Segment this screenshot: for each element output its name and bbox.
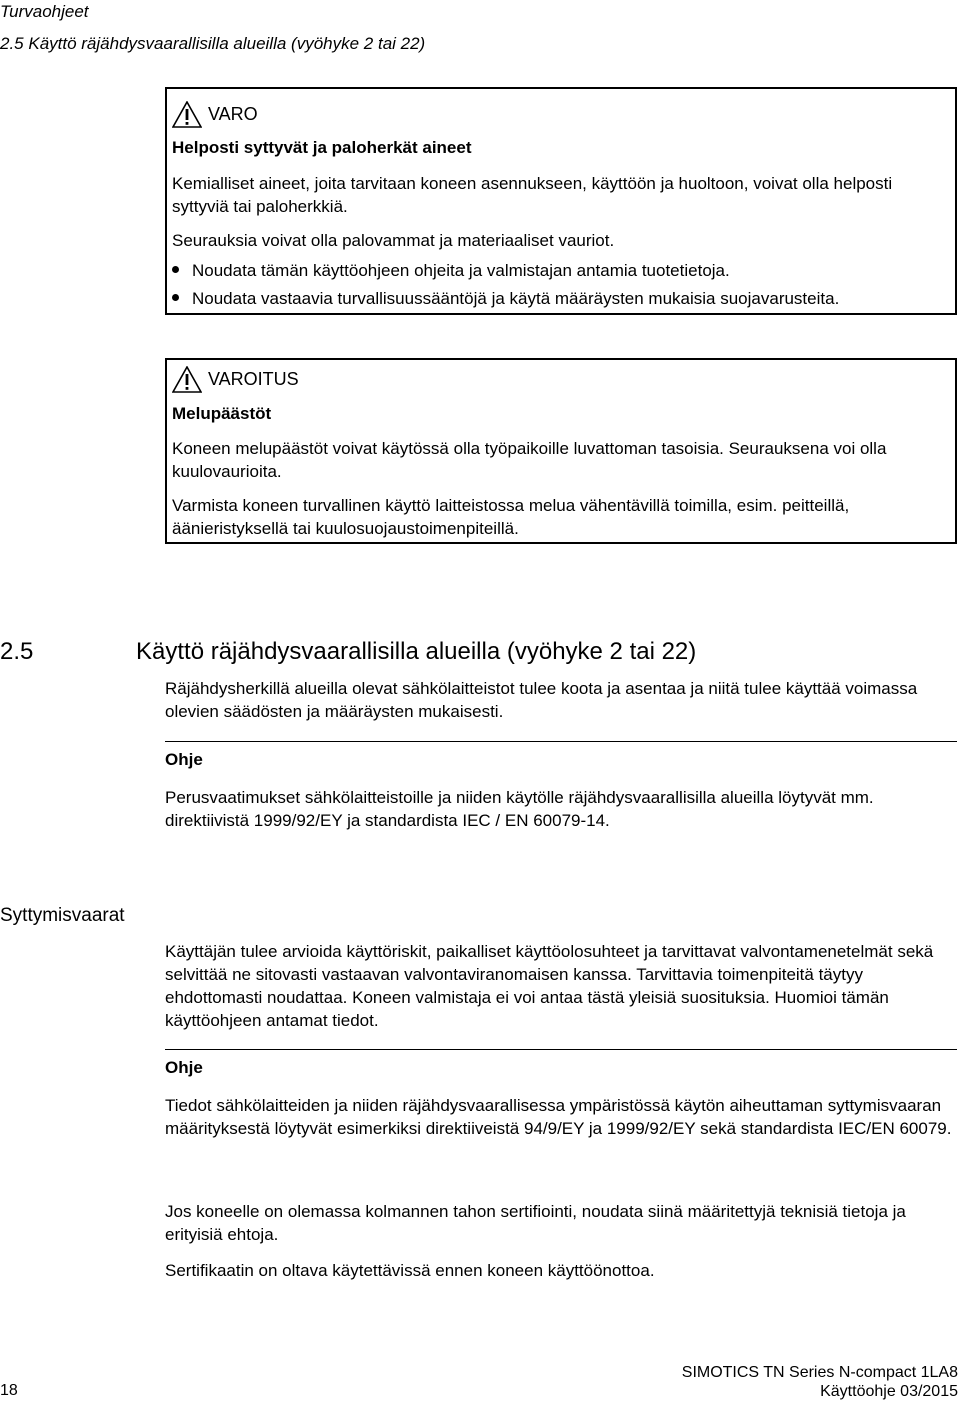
section-title: Käyttö räjähdysvaarallisilla alueilla (vyöhyke 2 tai 22) — [136, 638, 697, 665]
caution-title: Helposti syttyvät ja paloherkät aineet — [172, 138, 472, 157]
section-intro: Räjähdysherkillä alueilla olevat sähkölaitteistot tulee koota ja asentaa ja niitä tulee käyttää voimassa olevien säädösten ja määräysten mukaisesti. — [165, 679, 918, 721]
caution-label: VARO — [208, 104, 258, 124]
running-header-section: 2.5 Käyttö räjähdysvaarallisilla alueilla (vyöhyke 2 tai 22) — [0, 34, 426, 53]
page-number: 18 — [0, 1382, 18, 1399]
warning-text-1: Koneen melupäästöt voivat käytössä olla työpaikoille luvattoman tasoisia. Seurauksena voi olla kuulovaurioita. — [172, 439, 887, 481]
footer-product: SIMOTICS TN Series N-compact 1LA8 — [681, 1364, 958, 1381]
warning-triangle-icon — [172, 101, 202, 128]
caution-text-1: Kemialliset aineet, joita tarvitaan koneen asennukseen, käyttöön ja huoltoon, voivat olla helposti syttyviä tai paloherkkiä. — [172, 174, 893, 216]
warning-title: Melupäästöt — [172, 404, 272, 423]
caution-bullet-2: Noudata vastaavia turvallisuussääntöjä ja käytä määräysten mukaisia suojavarusteita. — [172, 287, 839, 310]
note-2-heading: Ohje — [165, 1049, 957, 1078]
bullet-icon — [172, 266, 179, 273]
ignition-text-3: Jos koneelle on olemassa kolmannen tahon sertifiointi, noudata siinä määritettyjä teknisiä tietoja ja erityisiä ehtoja. — [165, 1202, 906, 1244]
warning-box — [165, 358, 957, 544]
ignition-text: Käyttäjän tulee arvioida käyttöriskit, paikalliset käyttöolosuhteet ja tarvittavat valvontamenetelmät sekä selvittää ne sitovasti vastaavan valvontaviranomaisen kanssa. Tarvittavia toimenpiteitä täytyy ehdottomasti noudattaa. Koneen valmistaja ei voi antaa tästä yleisiä suosituksia. Huomioi tämän käyttöohjeen antamat tiedot. — [165, 942, 934, 1030]
caution-box — [165, 87, 957, 315]
bullet-icon — [172, 294, 179, 301]
warning-triangle-icon — [172, 366, 202, 393]
running-header-chapter: Turvaohjeet — [0, 2, 89, 21]
warning-text-2: Varmista koneen turvallinen käyttö laitteistossa melua vähentävillä toimilla, esim. peitteillä, äänieristyksellä tai kuulosuojaustoimenpiteillä. — [172, 496, 850, 538]
warning-heading — [172, 366, 299, 393]
side-heading-ignition: Syttymisvaarat — [0, 905, 125, 926]
caution-text-2: Seurauksia voivat olla palovammat ja materiaaliset vauriot. — [172, 231, 615, 250]
section-number: 2.5 — [0, 638, 34, 665]
ignition-text-4: Sertifikaatin on oltava käytettävissä ennen koneen käyttöönottoa. — [165, 1261, 655, 1280]
note-2-text: Tiedot sähkölaitteiden ja niiden räjähdysvaarallisessa ympäristössä käytön aiheuttaman syttymisvaaran määrityksestä löytyvät esimerkiksi direktiiveistä 94/9/EY ja 1999/92/EY sekä standardista IEC/EN 60079. — [165, 1096, 952, 1138]
note-1-heading: Ohje — [165, 741, 957, 770]
caution-heading — [172, 101, 258, 128]
note-1-text: Perusvaatimukset sähkölaitteistoille ja niiden käytölle räjähdysvaarallisilla alueilla löytyvät mm. direktiivistä 1999/92/EY ja standardista IEC / EN 60079-14. — [165, 788, 874, 830]
warning-label: VAROITUS — [208, 369, 299, 389]
caution-bullet-1: Noudata tämän käyttöohjeen ohjeita ja valmistajan antamia tuotetietoja. — [172, 259, 730, 282]
footer-doc: Käyttöohje 03/2015 — [820, 1383, 958, 1400]
